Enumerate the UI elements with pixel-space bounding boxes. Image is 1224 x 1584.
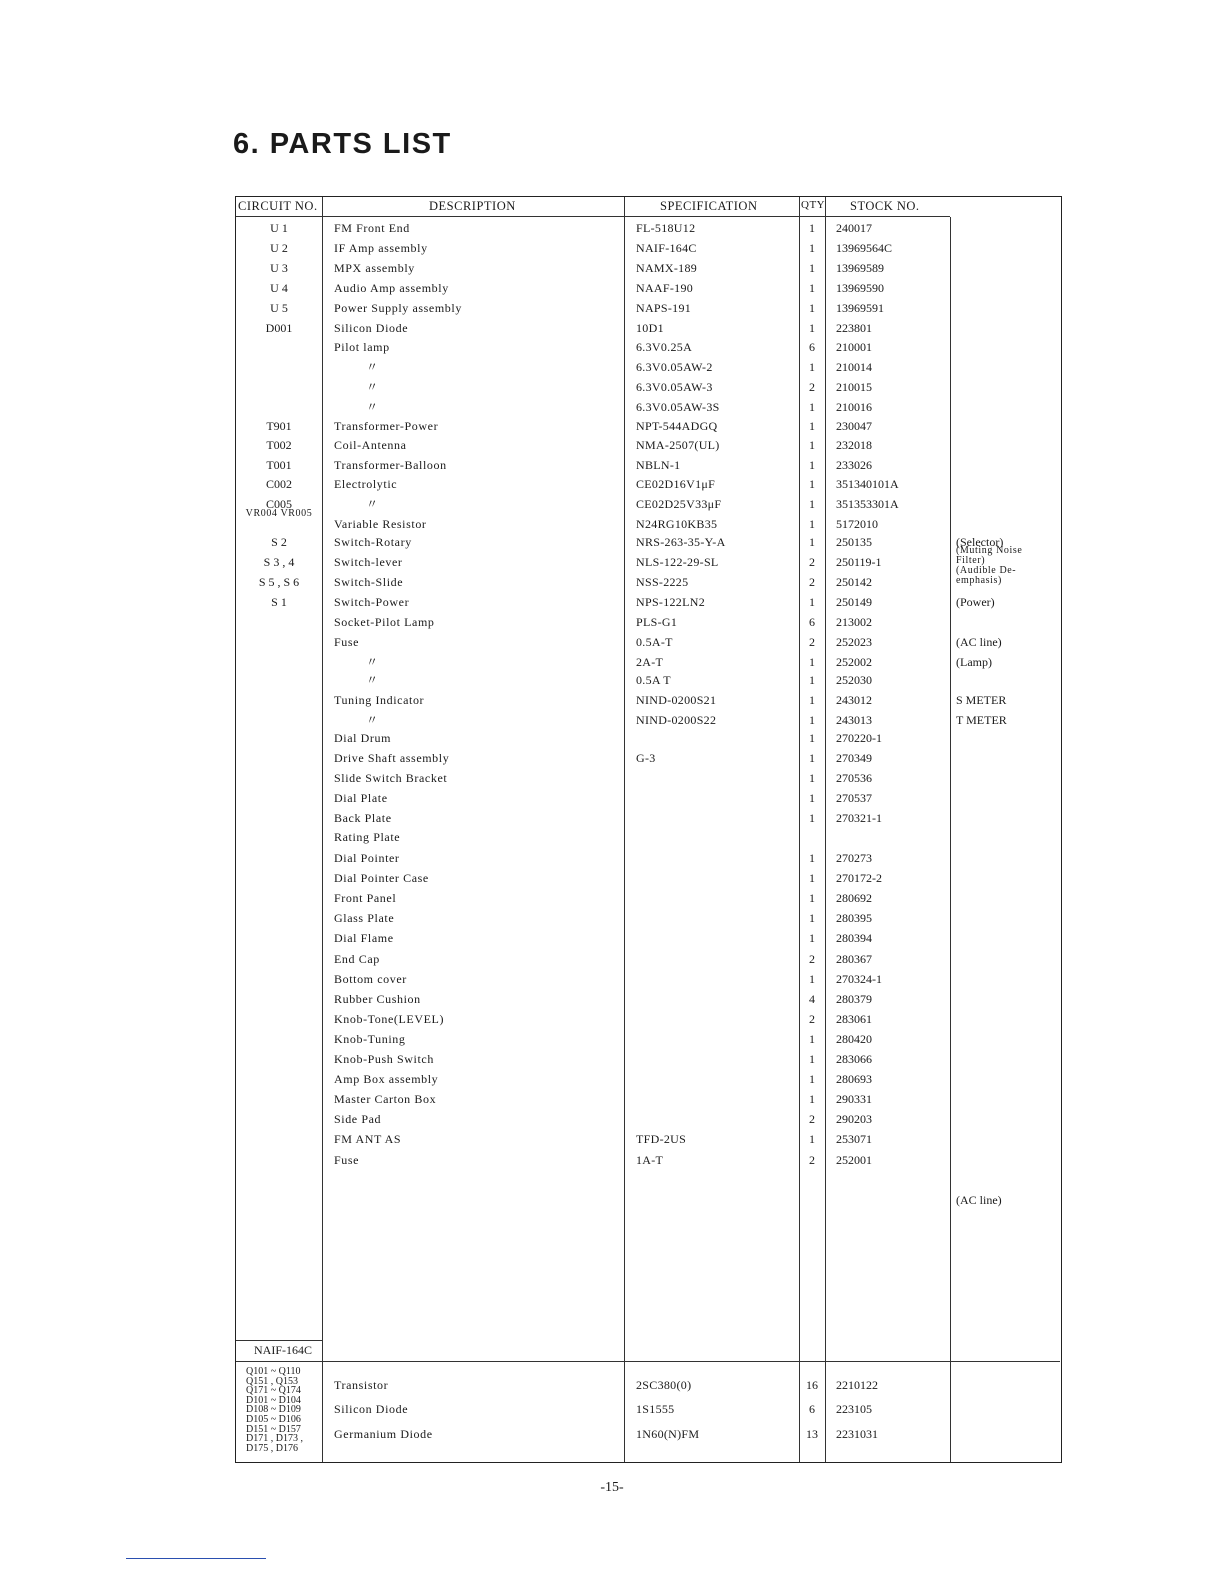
row-description: Socket-Pilot Lamp <box>334 615 435 629</box>
row-description: Dial Drum <box>334 731 392 745</box>
row-description: Knob-Tone(LEVEL) <box>334 1012 445 1026</box>
row-description: 〃 <box>366 673 379 687</box>
row-stock: 252023 <box>836 635 872 649</box>
row-stock: 290203 <box>836 1112 872 1126</box>
divider-circuit <box>322 197 323 1462</box>
row-stock: 210001 <box>836 340 872 354</box>
row-remark: (Lamp) <box>956 655 992 669</box>
header-qty: QTY <box>801 199 826 211</box>
row-qty: 1 <box>809 301 815 315</box>
row-circuit: U 1 <box>270 221 288 235</box>
divider-specification <box>799 197 800 1462</box>
subsection-row-qty: 13 <box>806 1427 818 1441</box>
row-remark: T METER <box>956 713 1007 727</box>
subsection-row-description: Transistor <box>334 1378 389 1392</box>
subsection-divider-top <box>236 1340 322 1341</box>
row-qty: 1 <box>809 972 815 986</box>
row-specification: PLS-G1 <box>636 615 678 629</box>
subsection-row-description: Germanium Diode <box>334 1427 433 1441</box>
row-qty: 2 <box>809 575 815 589</box>
row-qty: 1 <box>809 595 815 609</box>
row-description: End Cap <box>334 952 380 966</box>
divider-stock <box>950 217 951 1462</box>
row-specification: NPT-544ADGQ <box>636 419 718 433</box>
row-stock: 270273 <box>836 851 872 865</box>
row-circuit: VR004 VR005 <box>245 508 313 519</box>
row-qty: 2 <box>809 555 815 569</box>
row-specification: 6.3V0.05AW-2 <box>636 360 713 374</box>
row-specification: NSS-2225 <box>636 575 689 589</box>
row-description: 〃 <box>366 713 379 727</box>
row-description: Knob-Tuning <box>334 1032 406 1046</box>
row-description: Back Plate <box>334 811 392 825</box>
row-stock: 283066 <box>836 1052 872 1066</box>
row-specification: 2A-T <box>636 655 664 669</box>
row-qty: 2 <box>809 952 815 966</box>
row-description: Glass Plate <box>334 911 395 925</box>
row-circuit: S 5 , S 6 <box>258 575 300 589</box>
row-description: Switch-Power <box>334 595 410 609</box>
row-remark: (Muting Noise Filter) <box>956 545 1023 566</box>
row-stock: 232018 <box>836 438 872 452</box>
row-specification: TFD-2US <box>636 1132 687 1146</box>
row-circuit: U 3 <box>270 261 288 275</box>
row-stock: 213002 <box>836 615 872 629</box>
row-stock: 243013 <box>836 713 872 727</box>
extra-remark: (AC line) <box>956 1193 1002 1207</box>
row-description: 〃 <box>366 655 379 669</box>
subsection-circuit-line: Q151 , Q153 <box>246 1375 298 1387</box>
row-specification: G-3 <box>636 751 656 765</box>
row-remark: (Power) <box>956 595 995 609</box>
row-stock: 270536 <box>836 771 872 785</box>
subsection-divider <box>236 1361 1060 1362</box>
row-stock: 252002 <box>836 655 872 669</box>
row-specification: FL-518U12 <box>636 221 696 235</box>
row-circuit: D001 <box>265 321 293 335</box>
row-circuit: U 2 <box>270 241 288 255</box>
row-stock: 290331 <box>836 1092 872 1106</box>
row-qty: 1 <box>809 1032 815 1046</box>
row-qty: 1 <box>809 438 815 452</box>
subsection-circuit-line: D101 ~ D104 <box>246 1394 301 1406</box>
row-description: 〃 <box>366 360 379 374</box>
row-stock: 280420 <box>836 1032 872 1046</box>
row-qty: 1 <box>809 281 815 295</box>
row-stock: 210015 <box>836 380 872 394</box>
row-specification: NMA-2507(UL) <box>636 438 720 452</box>
row-stock: 270220-1 <box>836 731 882 745</box>
row-description: Silicon Diode <box>334 321 409 335</box>
row-stock: 280395 <box>836 911 872 925</box>
row-qty: 1 <box>809 458 815 472</box>
row-qty: 1 <box>809 221 815 235</box>
row-qty: 1 <box>809 891 815 905</box>
row-stock: 280693 <box>836 1072 872 1086</box>
row-qty: 2 <box>809 1012 815 1026</box>
row-stock: 250142 <box>836 575 872 589</box>
row-description: Side Pad <box>334 1112 382 1126</box>
row-remark: S METER <box>956 693 1007 707</box>
row-specification: CE02D16V1μF <box>636 477 716 491</box>
row-specification: NAMX-189 <box>636 261 698 275</box>
row-stock: 230047 <box>836 419 872 433</box>
row-stock: 253071 <box>836 1132 872 1146</box>
row-circuit: T002 <box>266 438 292 452</box>
row-qty: 2 <box>809 1153 815 1167</box>
row-specification: CE02D25V33μF <box>636 497 722 511</box>
row-circuit: C005 <box>265 497 292 511</box>
row-description: Switch-Slide <box>334 575 404 589</box>
row-qty: 1 <box>809 731 815 745</box>
page-number: -15- <box>600 1480 624 1495</box>
row-description: IF Amp assembly <box>334 241 428 255</box>
subsection-circuit-line: Q101 ~ Q110 <box>246 1366 301 1377</box>
row-description: Slide Switch Bracket <box>334 771 448 785</box>
row-stock: 5172010 <box>836 517 878 531</box>
subsection-row-specification: 2SC380(0) <box>636 1378 692 1392</box>
subsection-circuit-line: D108 ~ D109 <box>246 1404 301 1416</box>
row-description: Rating Plate <box>334 830 401 844</box>
row-stock: 250135 <box>836 535 872 549</box>
row-qty: 1 <box>809 477 815 491</box>
row-specification: NBLN-1 <box>636 458 681 472</box>
row-qty: 1 <box>809 655 815 669</box>
row-specification: NLS-122-29-SL <box>636 555 719 569</box>
row-stock: 351353301A <box>836 497 899 511</box>
row-specification: NPS-122LN2 <box>636 595 706 609</box>
row-stock: 223801 <box>836 321 872 335</box>
row-description: FM Front End <box>334 221 410 235</box>
row-qty: 1 <box>809 911 815 925</box>
row-stock: 270537 <box>836 791 872 805</box>
row-specification: NAAF-190 <box>636 281 694 295</box>
subsection-circuit-line: D175 , D176 <box>246 1442 298 1454</box>
row-specification: NAIF-164C <box>636 241 697 255</box>
row-description: Dial Plate <box>334 791 388 805</box>
row-stock: 270324-1 <box>836 972 882 986</box>
row-description: Power Supply assembly <box>334 301 462 315</box>
row-specification: 1A-T <box>636 1153 664 1167</box>
row-stock: 243012 <box>836 693 872 707</box>
row-stock: 280379 <box>836 992 872 1006</box>
row-qty: 1 <box>809 791 815 805</box>
row-circuit: C002 <box>265 477 292 491</box>
row-description: Variable Resistor <box>334 517 427 531</box>
row-description: Rubber Cushion <box>334 992 421 1006</box>
subsection-circuit-line: D105 ~ D106 <box>246 1414 301 1425</box>
row-description: Fuse <box>334 1153 360 1167</box>
subsection-row-stock: 2231031 <box>836 1427 878 1441</box>
row-description: Dial Pointer <box>334 851 400 865</box>
row-specification: 6.3V0.25A <box>636 340 693 354</box>
row-qty: 2 <box>809 635 815 649</box>
row-description: Knob-Push Switch <box>334 1052 434 1066</box>
row-specification: NRS-263-35-Y-A <box>636 535 726 549</box>
row-qty: 1 <box>809 321 815 335</box>
row-stock: 280692 <box>836 891 872 905</box>
row-specification: NIND-0200S22 <box>636 713 717 727</box>
subsection-row-description: Silicon Diode <box>334 1402 409 1416</box>
row-description: Switch-Rotary <box>334 535 412 549</box>
parts-table <box>235 196 1062 1463</box>
row-stock: 13969591 <box>836 301 884 315</box>
row-specification: 6.3V0.05AW-3 <box>636 380 713 394</box>
row-stock: 13969590 <box>836 281 884 295</box>
row-description: Transformer-Balloon <box>334 458 447 472</box>
row-stock: 13969564C <box>836 241 893 255</box>
subsection-row-stock: 223105 <box>836 1402 872 1416</box>
row-description: Tuning Indicator <box>334 693 425 707</box>
row-description: Coil-Antenna <box>334 438 407 452</box>
row-qty: 1 <box>809 751 815 765</box>
subsection-circuit-line: D171 , D173 , <box>246 1433 303 1445</box>
bottom-rule <box>126 1558 266 1559</box>
row-description: Master Carton Box <box>334 1092 437 1106</box>
subsection-row-qty: 6 <box>809 1402 815 1416</box>
header-stock: STOCK NO. <box>850 199 920 213</box>
row-description: Dial Flame <box>334 931 394 945</box>
row-description: Dial Pointer Case <box>334 871 429 885</box>
row-qty: 1 <box>809 517 815 531</box>
row-specification: 0.5A-T <box>636 635 673 649</box>
row-qty: 1 <box>809 713 815 727</box>
row-qty: 1 <box>809 419 815 433</box>
row-stock: 280367 <box>836 952 872 966</box>
row-stock: 270172-2 <box>836 871 882 885</box>
row-circuit: S 2 <box>271 535 287 549</box>
row-description: Switch-lever <box>334 555 403 569</box>
row-circuit: S 1 <box>271 595 287 609</box>
row-qty: 1 <box>809 535 815 549</box>
row-specification: 0.5A T <box>636 673 671 687</box>
row-qty: 1 <box>809 871 815 885</box>
row-stock: 280394 <box>836 931 872 945</box>
row-description: Front Panel <box>334 891 397 905</box>
divider-description <box>624 197 625 1462</box>
row-qty: 4 <box>809 992 815 1006</box>
row-qty: 1 <box>809 261 815 275</box>
header-divider <box>236 216 950 217</box>
subsection-row-specification: 1S1555 <box>636 1402 675 1416</box>
row-specification: NIND-0200S21 <box>636 693 717 707</box>
row-qty: 1 <box>809 693 815 707</box>
row-qty: 1 <box>809 771 815 785</box>
row-specification: N24RG10KB35 <box>636 517 718 531</box>
divider-qty <box>825 197 826 1462</box>
row-description: Bottom cover <box>334 972 407 986</box>
row-stock: 283061 <box>836 1012 872 1026</box>
row-stock: 250119-1 <box>836 555 882 569</box>
row-qty: 1 <box>809 1092 815 1106</box>
row-remark: (AC line) <box>956 635 1002 649</box>
row-stock: 252001 <box>836 1153 872 1167</box>
row-qty: 1 <box>809 497 815 511</box>
row-description: Fuse <box>334 635 360 649</box>
row-description: Electrolytic <box>334 477 398 491</box>
row-circuit: T001 <box>266 458 292 472</box>
row-circuit: S 3 , 4 <box>263 555 295 569</box>
row-stock: 13969589 <box>836 261 884 275</box>
row-stock: 270349 <box>836 751 872 765</box>
row-description: Drive Shaft assembly <box>334 751 450 765</box>
row-description: FM ANT AS <box>334 1132 402 1146</box>
row-qty: 1 <box>809 673 815 687</box>
row-description: Transformer-Power <box>334 419 439 433</box>
row-qty: 1 <box>809 811 815 825</box>
row-circuit: T901 <box>266 419 292 433</box>
subsection-row-stock: 2210122 <box>836 1378 878 1392</box>
row-description: 〃 <box>366 497 379 511</box>
subsection-row-specification: 1N60(N)FM <box>636 1427 700 1441</box>
row-qty: 1 <box>809 241 815 255</box>
row-qty: 1 <box>809 1072 815 1086</box>
row-specification: NAPS-191 <box>636 301 692 315</box>
row-description: 〃 <box>366 380 379 394</box>
subsection-row-qty: 16 <box>806 1378 818 1392</box>
row-specification: 10D1 <box>636 321 664 335</box>
row-stock: 240017 <box>836 221 872 235</box>
row-circuit: U 5 <box>270 301 288 315</box>
row-description: Pilot lamp <box>334 340 390 354</box>
row-qty: 2 <box>809 380 815 394</box>
row-remark: (Selector) <box>956 535 1004 549</box>
row-stock: 250149 <box>836 595 872 609</box>
row-qty: 1 <box>809 1052 815 1066</box>
header-circuit: CIRCUIT NO. <box>238 199 318 213</box>
row-description: Amp Box assembly <box>334 1072 439 1086</box>
row-remark: (Audible De-emphasis) <box>956 565 1017 586</box>
page-title: 6. PARTS LIST <box>233 128 452 160</box>
row-qty: 1 <box>809 931 815 945</box>
header-specification: SPECIFICATION <box>660 199 758 213</box>
row-qty: 1 <box>809 360 815 374</box>
row-qty: 1 <box>809 400 815 414</box>
row-qty: 6 <box>809 340 815 354</box>
row-description: 〃 <box>366 400 379 414</box>
row-description: MPX assembly <box>334 261 415 275</box>
row-specification: 6.3V0.05AW-3S <box>636 400 720 414</box>
row-description: Audio Amp assembly <box>334 281 449 295</box>
row-stock: 270321-1 <box>836 811 882 825</box>
row-stock: 351340101A <box>836 477 899 491</box>
row-qty: 1 <box>809 851 815 865</box>
row-stock: 210014 <box>836 360 872 374</box>
row-qty: 1 <box>809 1132 815 1146</box>
row-qty: 6 <box>809 615 815 629</box>
header-description: DESCRIPTION <box>429 199 516 213</box>
subsection-label: NAIF-164C <box>254 1343 313 1357</box>
subsection-circuit-line: Q171 ~ Q174 <box>246 1385 301 1397</box>
subsection-circuit-line: D151 ~ D157 <box>246 1423 301 1435</box>
row-stock: 210016 <box>836 400 872 414</box>
row-circuit: U 4 <box>270 281 288 295</box>
row-stock: 233026 <box>836 458 872 472</box>
row-qty: 2 <box>809 1112 815 1126</box>
row-stock: 252030 <box>836 673 872 687</box>
